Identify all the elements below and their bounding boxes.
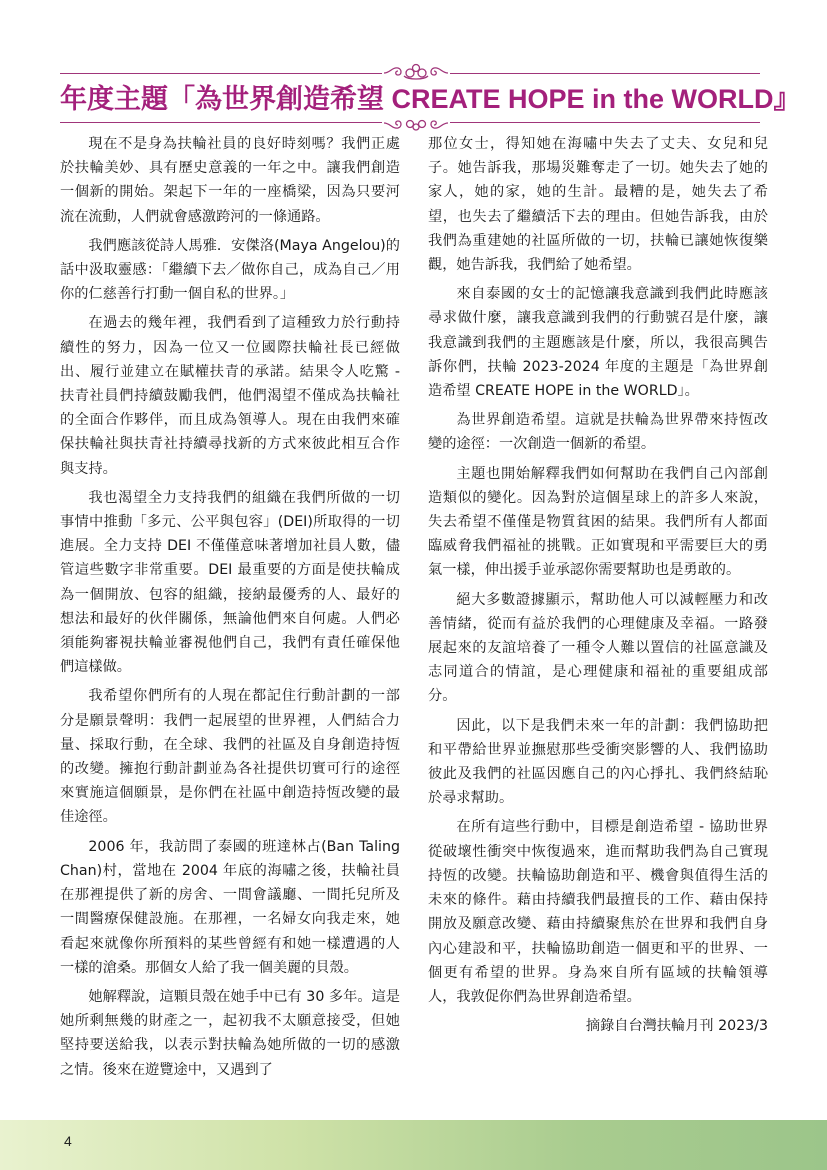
paragraph: 現在不是身為扶輪社員的良好時刻嗎？我們正處於扶輪美妙、具有歷史意義的一年之中。讓我們創造一個新的開始。架起下一年的一座橋梁，因為只要河流在流動，人們就會感激跨河的一條通路。 — [60, 136, 400, 225]
paragraph: 她解釋說，這顆貝殼在她手中已有 30 多年。這是她所剩無幾的財產之一，起初我不太願意接受，但她堅持要送給我，以表示對扶輪為她所做的一切的感激之情。後來在遊覽途中，又遇到了 — [60, 988, 400, 1078]
paragraph: 來自泰國的女士的記憶讓我意識到我們此時應該尋求做什麼，讓我意識到我們的行動號召是什麼，讓我意識到我們的主題應該是什麼，所以，我很高興告訴你們，扶輪 2023-2024 年度的主題是「為世界創造希望 CREATE HOPE in the WORLD」。 — [428, 286, 768, 400]
title-rule-bottom-left — [60, 122, 382, 123]
paragraph: 主題也開始解釋我們如何幫助在我們自己內部創造類似的變化。因為對於這個星球上的許多人來說，失去希望不僅僅是物質貧困的結果。我們所有人都面臨威脅我們福祉的挑戰。正如實現和平需要巨大的勇氣一樣，伸出援手並承認你需要幫助也是勇敢的。 — [428, 465, 768, 579]
paragraph: 2006 年，我訪問了泰國的班達林占(Ban Taling Chan)村，當地在 2004 年底的海嘯之後，扶輪社員在那裡提供了新的房舍、一間會議廳、一間托兒所及一間醫療保健設施。在那裡，一名婦女向我走來，她看起來就像你所預料的某些曾經有和她一樣遭遇的人一樣的滄桑。那個女人給了我一個美麗的貝殼。 — [60, 838, 400, 976]
paragraph: 我希望你們所有的人現在都記住行動計劃的一部分是願景聲明：我們一起展望的世界裡，人們結合力量、採取行動，在全球、我們的社區及自身創造持恆的改變。擁抱行動計劃並為各社提供切實可行的途徑來實施這個願景，是你們在社區中創造持恆改變的最佳途徑。 — [60, 688, 400, 826]
title-rule-top-right — [450, 73, 760, 74]
paragraph: 我們應該從詩人馬雅．安傑洛(Maya Angelou)的話中汲取靈感：「繼續下去／做你自己，成為自己／用你的仁慈善行打動一個自私的世界。」 — [60, 237, 400, 303]
page-number: 4 — [64, 1133, 72, 1149]
paragraph: 在所有這些行動中，目標是創造希望 - 協助世界從破壞性衝突中恢復過來，進而幫助我們為自己實現持恆的改變。扶輪協助創造和平、機會與值得生活的未來的條件。藉由持續我們最擅長的工作、藉由保持開放及願意改變、藉由持續聚焦於在世界和我們自身內心建設和平，扶輪協助創造一個更和平的世界、一個更有希望的世界。身為來自所有區域的扶輪領導人，我敦促你們為世界創造希望。 — [428, 819, 768, 1005]
source-note: 摘錄自台灣扶輪月刊 2023/3 — [585, 1018, 768, 1035]
paragraph: 為世界創造希望。這就是扶輪為世界帶來持恆改變的途徑：一次創造一個新的希望。 — [428, 412, 768, 453]
paragraph: 因此，以下是我們未來一年的計劃：我們協助把和平帶給世界並撫慰那些受衝突影響的人、我們協助彼此及我們的社區因應自己的內心掙扎、我們終結恥於尋求幫助。 — [428, 717, 768, 807]
paragraph: 在過去的幾年裡，我們看到了這種致力於行動持續性的努力，因為一位又一位國際扶輪社長已經做出、履行並建立在賦權扶青的承諾。結果令人吃驚 - 扶青社員們持續鼓勵我們，他們渴望不僅成為扶輪社的全面合作夥伴，而且成為領導人。現在由我們來確保扶輪社與扶青社持續尋找新的方式來彼此相互合作與支持。 — [60, 315, 400, 477]
title-rule-top-left — [60, 73, 382, 74]
title-rule-bottom-right — [450, 122, 760, 123]
paragraph: 我也渴望全力支持我們的組織在我們所做的一切事情中推動「多元、公平與包容」(DEI)所取得的一切進展。全力支持 DEI 不僅僅意味著增加社員人數，儘管這些數字非常重要。DEI 最重要的方面是使扶輪成為一個開放、包容的組織，接納最優秀的人、最好的想法和最好的伙伴關係，無論他們來自何處。人們必須能夠審視扶輪並審視他們自己，我們有責任確保他們這樣做。 — [60, 489, 400, 676]
article-column-left — [60, 132, 400, 1087]
page-title: 年度主題「為世界創造希望 CREATE HOPE in the WORLD』 — [60, 84, 801, 114]
paragraph-continued: 那位女士，得知她在海嘯中失去了丈夫、女兒和兒子。她告訴我，那場災難奪走了一切。她失去了她的家人，她的家，她的生計。最糟的是，她失去了希望，也失去了繼續活下去的理由。但她告訴我，由於我們為重建她的社區所做的一切，扶輪已讓她恢復樂觀，她告訴我，我們給了她希望。 — [428, 136, 768, 274]
article-column-right — [428, 132, 768, 1043]
flourish-ornament-bottom — [382, 117, 450, 133]
footer-band — [0, 1120, 827, 1170]
paragraph: 絕大多數證據顯示，幫助他人可以減輕壓力和改善情緒，從而有益於我們的心理健康及幸福。一路發展起來的友誼培養了一種令人難以置信的社區意識及志同道合的情誼，是心理健康和福祉的重要組成部分。 — [428, 591, 768, 705]
